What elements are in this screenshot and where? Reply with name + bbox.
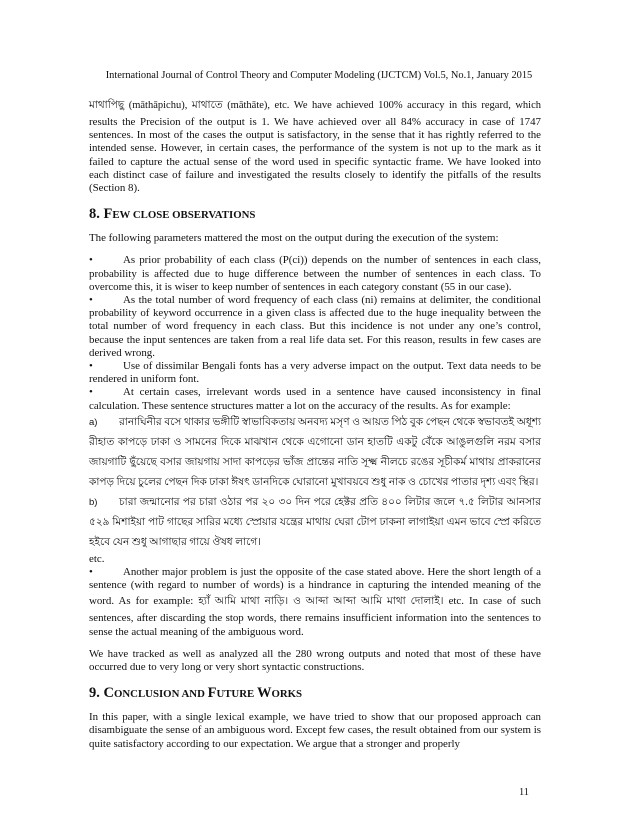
running-header: International Journal of Control Theory and Computer Modeling (IJCTCM) Vol.5, No.1, January 2015	[105, 70, 533, 81]
section-8-heading	[89, 206, 541, 224]
section-9-heading	[89, 685, 541, 703]
bullet-5-start: Another major problem is just the opposite of the case stated above. Here the short length of a sentence (with regard to number of words) is a hindrance in capturing the intended meaning of the word. As for example:	[89, 566, 541, 608]
bullet-item-5	[89, 566, 541, 639]
section-8-title-initial: F	[103, 206, 113, 223]
example-a-text: রানাঘিনীর বসে থাকার ভঙ্গীটি স্বাভাবিকতায় অনবদ্য মসৃণ ও আয়ত পিঠ বুক পেছন থেকে স্বভাবতই অধূশ্য রীহাত কাপড়ে ঢাকা ও সামনের দিকে মাঝখান থেকে এগোনো ডান হাতটি একটু বেঁকে আঙুলগুলি নরম বসার জায়গাটি ছুঁয়েছে বসার জায়গায় সাদা কাপড়ের ভাঁজ প্রান্তের নাতি সূক্ষ্ম নীলচে রঙের সূচীকর্ম মাথায় প্রাকরানের কাপড় দিয়ে চুলের পেছন দিক ঢাকা ঈষৎ ডানদিকে ঘোরানো মুখাবয়বে শুধু নাক ও চোখের পাতার দৃশ্য এবং স্থির।	[89, 416, 541, 488]
section-9-word-1: ONCLUSION AND	[113, 688, 208, 701]
section-8-number: 8.	[89, 206, 100, 223]
example-b	[89, 493, 541, 553]
bullet-item-3: • Use of dissimilar Bengali fonts has a very adverse impact on the output. Text data needs to be rendered in uniform font.	[89, 360, 541, 386]
example-a-label: a)	[89, 416, 98, 428]
section-9-initial-c: C	[103, 685, 114, 702]
paragraph-results	[89, 96, 541, 195]
paragraph-results-start: মাথাপিছু (māthāpichu), মাথাতে (māthāte), etc. We have achieved 100% accuracy in this regard, which	[89, 100, 541, 111]
page-number: 11	[519, 787, 530, 798]
examples-etc: etc.	[89, 552, 105, 565]
section-9-word-2: UTURE	[216, 688, 257, 701]
section-9-number: 9.	[89, 685, 100, 702]
page-body	[89, 96, 541, 751]
bullet-5-end: etc. In case of such sentences, after discarding the stop words, there remains insufficient information into the sentences to sense the actual meaning of the ambiguous word.	[89, 595, 541, 638]
bullet-item-1: • As prior probability of each class (P(ci)) depends on the number of sentences in each class, probability is affected due to huge difference between the number of sentences in each class. To overcome this, it is wiser to keep number of sentences in each category constant (55 in our case).	[89, 254, 541, 294]
example-b-label: b)	[89, 496, 98, 508]
bullet-5-bengali-example: হ্যাঁ আমি মাথা নাড়ি। ও আব্দা আব্দা আমি মাথা দোলাই।	[198, 596, 444, 608]
section-9-initial-w: W	[256, 685, 272, 702]
bullet-item-2: • As the total number of word frequency of each class (ni) remains at delimiter, the conditional probability of keyword occurrence in a given class is affected due to the huge inequality between the total number of word frequency in each class. But this incidence is not under any one’s control, because the input sentences are taken from a real life data set. For this reason, results in few cases are derived wrong.	[89, 294, 541, 360]
section-8-intro: The following parameters mattered the most on the output during the execution of the system:	[89, 232, 499, 245]
paragraph-conclusion: In this paper, with a single lexical example, we have tried to show that our proposed approach can disambiguate the sense of an ambiguous word. Except few cases, the result obtained from our system is quite satisfactory according to our expectation. We argue that a stronger and properly	[89, 711, 541, 750]
example-a	[89, 413, 541, 493]
paragraph-tracked: We have tracked as well as analyzed all the 280 wrong outputs and noted that most of these have occurred due to very long or very short syntactic constructions.	[89, 647, 541, 674]
section-9-word-3: ORKS	[271, 688, 303, 701]
section-8-title-rest: EW CLOSE OBSERVATIONS	[112, 209, 256, 222]
paragraph-results-rest: results the Precision of the output is 1. We have achieved over all 84% accuracy in case of 1747 sentences. In most of the cases the output is satisfactory, in the sense that it has rightly referred to the intended sense. However, in certain cases, the performance of the system is not up to the mark as it failed to capture the actual sense of the word used in specific syntactic frame. We have looked into each distinct case of failure and investigated the results closely to identify the pitfalls of the results (Section 8).	[89, 116, 541, 195]
bullet-item-4: • At certain cases, irrelevant words used in a sentence have caused inconsistency in final calculation. These sentence structures matter a lot on the accuracy of the results. As for example:	[89, 386, 541, 412]
section-9-initial-f: F	[207, 685, 217, 702]
example-b-text: চারা জন্মানোর পর চারা ওঠার পর ২০ ৩০ দিন পরে হেক্টর প্রতি ৪০০ লিটার জলে ৭.৫ লিটার আনসার ৫২৯ মিশাইয়া পাট গাছের সারির মধ্যে স্প্রেয়ার যন্ত্রের মাথায় ঘেরা টোপ ঢাকনা লাগাইয়া এমন ভাবে স্প্রে করিতে হইবে যেন শুধু আগাছার গায়ে ঔষধ লাগে।	[89, 496, 541, 548]
